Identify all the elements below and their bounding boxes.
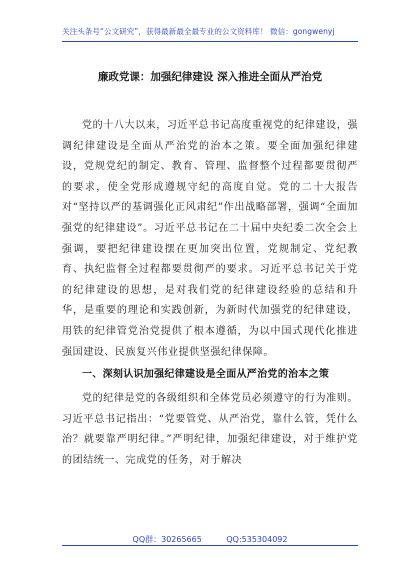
document-title: 廉政党课：加强纪律建设 深入推进全面从严治党 <box>97 71 323 83</box>
section-heading: 一、深刻认识加强纪律建设是全面从严治党的治本之策 <box>82 369 330 381</box>
footer-qq: QQ:535304092 <box>226 535 288 544</box>
body-paragraph: 党的十八大以来，习近平总书记高度重视党的纪律建设，强调纪律建设是全面从严治党的治本之策。要全面加强纪律建设，党规党纪的制定、教育、管理、监督整个过程都要贯彻严的要求，使全党形成遵规守纪的高度自觉。党的二十大报告对“坚持以严的基调强化正风肃纪”作出战略部署，强调“全面加强党的纪律建设”。习近平总书记在二十届中央纪委二次全会上强调，要把纪律建设摆在更加突出位置，党规制定、党纪教育、执纪监督全过程都要贯彻严的要求。习近平总书记关于党的纪律建设的思想，是对我们党的纪律建设经验的总结和升华，是重要的理论和实践创新，为新时代加强党的纪律建设，用铁的纪律管党治党提供了根本遵循，为以中国式现代化推进强国建设、民族复兴伟业提供坚强纪律保障。 <box>62 120 358 358</box>
footer-divider <box>62 545 358 546</box>
section-paragraph: 党的纪律是党的各级组织和全体党员必须遵守的行为准则。习近平总书记指出：“党要管党、从严治党，靠什么管，凭什么治？就要靠严明纪律。”严明纪律，加强纪律建设，对于维护党的团结统一、完成党的任务，对于解决 <box>62 393 358 466</box>
document-body <box>62 116 358 472</box>
footer-contact <box>62 534 358 545</box>
footer-qq-group: QQ群：30265665 <box>132 535 202 544</box>
header-promo-note: 关注头条号“公文研究”，获得最新最全最专业的公文资料库！ 微信：gongwenyj <box>62 27 335 36</box>
header-divider <box>62 41 358 42</box>
